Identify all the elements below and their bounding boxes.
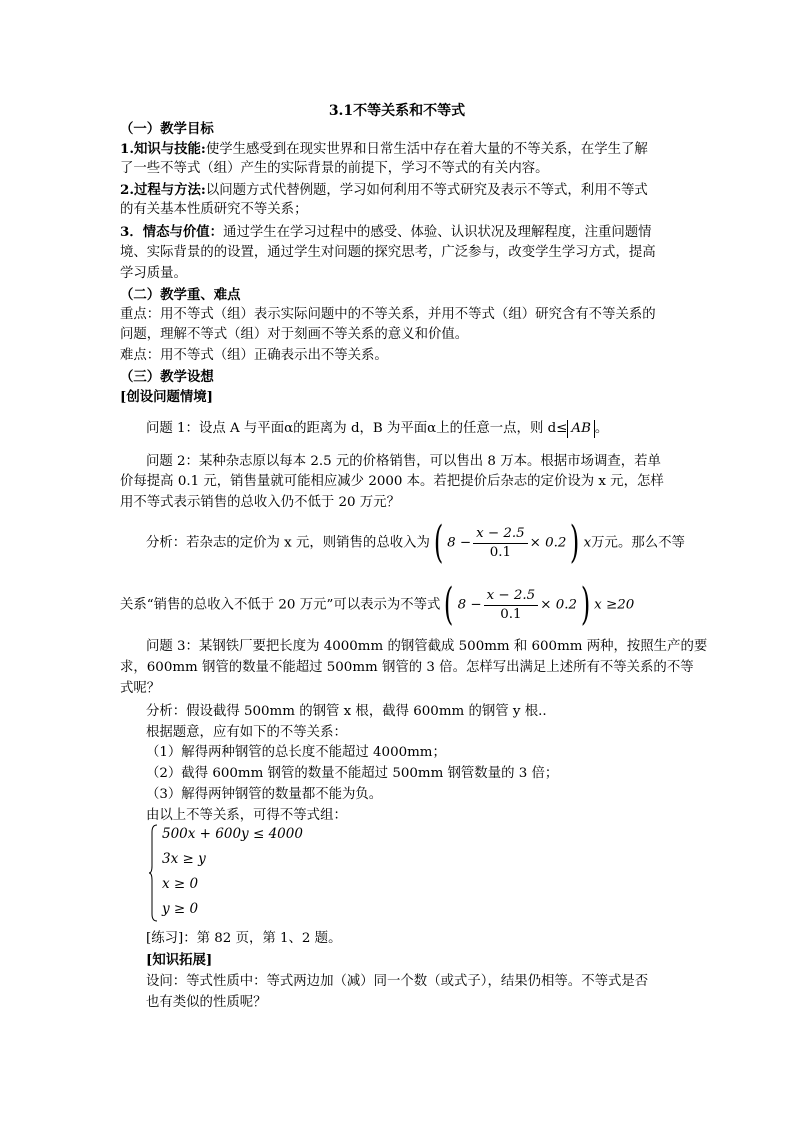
condition-2: （2）截得 600mm 钢管的数量不能超过 500mm 钢管数量的 3 倍；	[146, 766, 559, 781]
right-paren: )	[570, 517, 580, 568]
eight-minus: 8 −	[447, 535, 472, 551]
inequality-tail: x ≥20	[594, 597, 635, 613]
question-1-text: 问题 1：设点 A 与平面α的距离为 d，B 为平面α上的任意一点，则 d≤	[146, 421, 568, 436]
fraction-denominator: 0.1	[489, 544, 511, 560]
eight-minus-2: 8 −	[457, 597, 482, 613]
subheading-situation: [创设问题情境]	[120, 389, 214, 405]
system-line-3: x ≥ 0	[162, 876, 199, 892]
analysis-1-text: 分析：若杂志的定价为 x 元，则销售的总收入为	[146, 535, 430, 551]
analysis-1-post: 万元。那么不等	[591, 535, 685, 551]
practice: [练习]：第 82 页，第 1、2 题。	[146, 931, 342, 946]
goal-3	[120, 222, 652, 243]
goal-2	[120, 180, 648, 201]
system-line-4: y ≥ 0	[162, 901, 199, 917]
goal-2-text: 以问题方式代替例题，学习如何利用不等式研究及表示不等式，利用不等式	[205, 183, 648, 198]
system-line-2: 3x ≥ y	[162, 851, 206, 867]
section-heading-design: （三）教学设想	[120, 369, 214, 385]
left-paren: (	[433, 517, 444, 568]
keypoint-2: 难点：用不等式（组）正确表示出不等关系。	[120, 348, 388, 363]
left-brace	[148, 824, 158, 922]
fraction-2	[484, 587, 539, 624]
fraction-numerator: x − 2.5	[473, 525, 528, 544]
extension-l1: 设问：等式性质中：等式两边加（减）同一个数（或式子），结果仍相等。不等式是否	[146, 974, 649, 989]
extension-l2: 也有类似的性质呢？	[146, 995, 267, 1010]
goal-3-cont1: 境、实际背景的的设置，通过学生对问题的探究思考，广泛参与，改变学生学习方式，提高	[120, 245, 656, 260]
left-paren-2: (	[444, 579, 454, 630]
fraction-numerator-2: x − 2.5	[484, 587, 539, 606]
right-paren-2: )	[580, 579, 591, 630]
goal-3-cont2: 学习质量。	[120, 266, 187, 281]
question-2-l1: 问题 2：某种杂志原以每本 2.5 元的价格销售，可以售出 8 万本。根据市场调查，若单	[146, 454, 661, 469]
variable-x: x	[583, 535, 592, 551]
section-heading-goals: （一）教学目标	[120, 121, 214, 137]
times-factor-2: × 0.2	[540, 597, 577, 613]
analysis-5: 由以上不等关系，可得不等式组：	[146, 808, 347, 823]
times-factor: × 0.2	[529, 535, 567, 551]
section-heading-keypoints: （二）教学重、难点	[120, 287, 241, 303]
question-1-end: 。	[594, 421, 609, 436]
analysis-2-text: 关系“销售的总收入不低于 20 万元”可以表示为不等式	[120, 597, 441, 613]
goal-1-cont: 了一些不等式（组）产生的实际背景的前提下，学习不等式的有关内容。	[120, 161, 549, 176]
analysis-4: 根据题意，应有如下的不等关系：	[146, 725, 347, 740]
goal-1-label: 1.知识与技能:	[120, 141, 206, 157]
analysis-1	[146, 517, 685, 568]
analysis-2	[120, 579, 635, 630]
keypoint-1: 重点：用不等式（组）表示实际问题中的不等关系，并用不等式（组）研究含有不等关系的	[120, 307, 656, 322]
goal-1-text: 使学生感受到在现实世界和日常生活中存在着大量的不等关系，在学生了解	[205, 142, 648, 157]
analysis-3: 分析：假设截得 500mm 的钢管 x 根，截得 600mm 的钢管 y 根..	[146, 704, 547, 719]
system-line-1: 500x + 600y ≤ 4000	[162, 826, 303, 842]
goal-1	[120, 139, 648, 160]
subheading-extension: [知识拓展]	[146, 952, 213, 968]
abs-ab: AB	[567, 420, 595, 438]
question-1	[146, 419, 608, 439]
condition-1: （1）解得两种钢管的总长度不能超过 4000mm；	[146, 745, 446, 760]
question-2-l2: 价每提高 0.1 元，销售量就可能相应减少 2000 本。若把提价后杂志的定价设为 x 元，怎样	[120, 474, 664, 489]
goal-3-text: 通过学生在学习过程中的感受、体验、认识状况及理解程度，注重问题情	[223, 225, 652, 240]
fraction	[473, 525, 528, 562]
goal-2-label: 2.过程与方法:	[120, 182, 206, 198]
goal-2-cont: 的有关基本性质研究不等关系；	[120, 202, 308, 217]
question-3-l2: 求，600mm 钢管的数量不能超过 500mm 钢管的 3 倍。怎样写出满足上述所有不等关系的不等	[120, 660, 694, 675]
goal-3-label: 3．情态与价值：	[120, 224, 224, 240]
keypoint-1-cont: 问题，理解不等式（组）对于刻画不等关系的意义和价值。	[120, 327, 469, 342]
question-3-l1: 问题 3：某钢铁厂要把长度为 4000mm 的钢管截成 500mm 和 600mm 两种，按照生产的要	[146, 639, 708, 654]
question-3-l3: 式呢？	[120, 681, 161, 696]
question-2-l3: 用不等式表示销售的总收入仍不低于 20 万元？	[120, 495, 400, 510]
page-title: 3.1不等关系和不等式	[328, 103, 466, 119]
condition-3: （3）解得两钟钢管的数量都不能为负。	[146, 787, 383, 802]
fraction-denominator-2: 0.1	[500, 606, 522, 622]
